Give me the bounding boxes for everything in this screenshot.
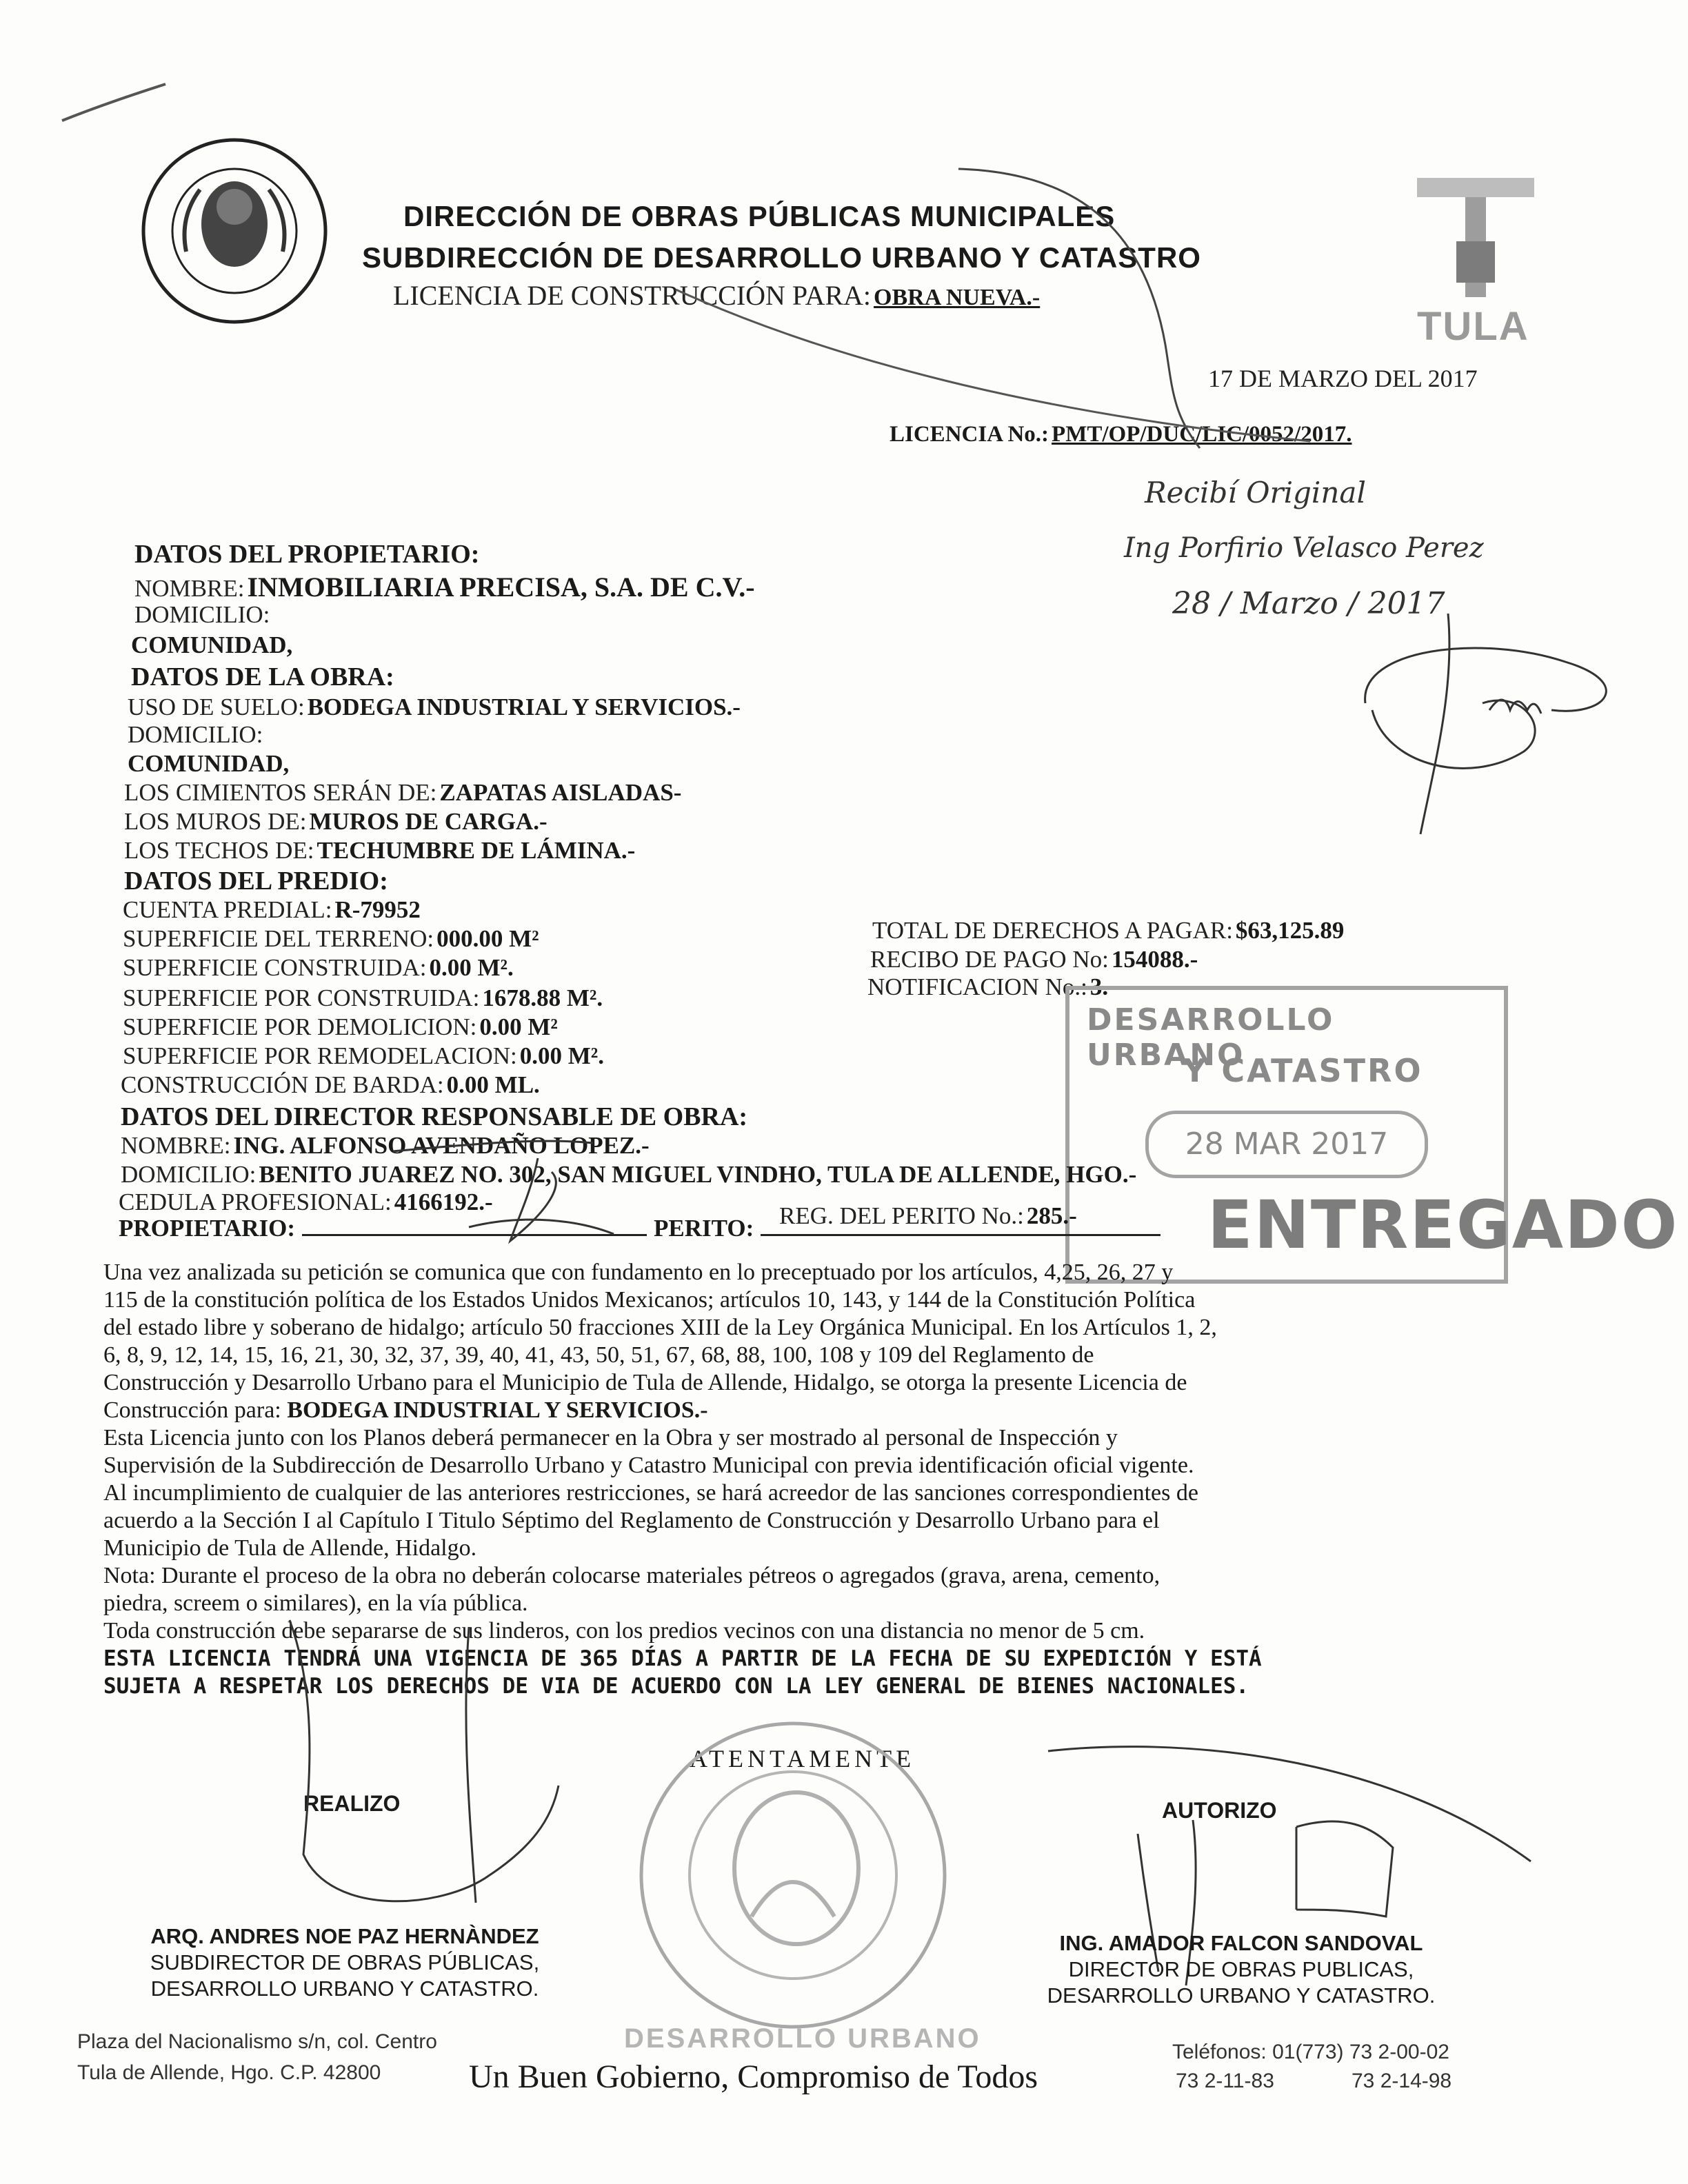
predio-terreno-value: 000.00 M² [436,925,539,952]
director-domicilio-value: BENITO JUAREZ NO. 302, SAN MIGUEL VINDHO, TULA DE ALLENDE, HGO.- [259,1161,1137,1188]
propietario-domicilio-label: DOMICILIO: [134,601,270,628]
footer-stamp-text: DESARROLLO URBANO [624,2023,981,2054]
perito-signature [386,1131,662,1248]
predio-demolicion-value: 0.00 M² [479,1013,558,1040]
predio-cuenta-value: R-79952 [334,896,421,923]
stamp-line-2: Y CATASTRO [1183,1052,1423,1089]
perito-sign-line [761,1234,1160,1236]
obra-uso-value: BODEGA INDUSTRIAL Y SERVICIOS.- [307,694,741,720]
predio-demolicion-row [123,1013,558,1041]
paragraph-2-line: Municipio de Tula de Allende, Hidalgo. [103,1535,477,1561]
tula-logo-text: TULA [1417,304,1529,349]
stamp-status: ENTREGADO [1207,1186,1679,1264]
validity-line-1: ESTA LICENCIA TENDRÁ UNA VIGENCIA DE 365 DÍAS A PARTIR DE LA FECHA DE SU EXPEDICIÓN Y ESTÁ [103,1646,1262,1671]
paragraph-1-line: 6, 8, 9, 12, 14, 15, 16, 21, 30, 32, 37, 39, 40, 41, 43, 50, 51, 67, 68, 88, 100, 108 y 109 del Reglamento de [103,1342,1094,1368]
obra-uso-row [128,694,741,721]
construccion-para-value: BODEGA INDUSTRIAL Y SERVICIOS.- [287,1397,708,1423]
pago-recibo-row [870,946,1198,973]
footer-phones-1: Teléfonos: 01(773) 73 2-00-02 [1172,2041,1449,2063]
paragraph-2-line: Al incumplimiento de cualquier de las anteriores restricciones, se hará acreedor de las sanciones correspondientes de [103,1480,1198,1506]
director-reg-value: 285.- [1026,1202,1077,1229]
predio-remodelacion-row [123,1042,604,1070]
right-signer-title-1: DIRECTOR DE OBRAS PUBLICAS, [1068,1957,1414,1981]
pago-notificacion-value: 3.- [1089,973,1116,1000]
left-signature [262,1613,676,1930]
predio-remodelacion-value: 0.00 M². [519,1042,605,1069]
handwritten-receipt-line-1: Recibí Original [1145,476,1366,509]
receipt-signature [1345,607,1634,841]
right-signer-title-2: DESARROLLO URBANO Y CATASTRO. [1047,1983,1436,2008]
left-signer-title-2: DESARROLLO URBANO Y CATASTRO. [150,1976,539,2001]
pago-total-row [872,917,1344,944]
paragraph-1-line: 115 de la constitución política de los Estados Unidos Mexicanos; artículos 10, 143, y 144 de la Constitución Política [103,1287,1196,1313]
header-line-1: DIRECCIÓN DE OBRAS PÚBLICAS MUNICIPALES [403,200,1116,232]
director-nombre-label: NOMBRE: [121,1132,231,1159]
predio-remodelacion-label: SUPERFICIE POR REMODELACION: [123,1042,517,1069]
propietario-nombre-row [134,571,755,603]
license-number-value: PMT/OP/DUC/LIC/0052/2017. [1052,422,1352,447]
autorizo-label: AUTORIZO [1162,1798,1277,1823]
footer-phones-2b: 73 2-14-98 [1352,2070,1452,2092]
left-signer-title-1: SUBDIRECTOR DE OBRAS PÚBLICAS, [150,1950,540,1974]
obra-techos-row [124,837,635,865]
pago-recibo-label: RECIBO DE PAGO No: [870,946,1109,973]
paragraph-2-line: acuerdo a la Sección I al Capítulo I Titulo Séptimo del Reglamento de Construcción y Desarrollo Urbano para el [103,1508,1160,1533]
director-cedula-value: 4166192.- [394,1189,493,1215]
stamp-line-1: DESARROLLO URBANO [1087,1002,1335,1073]
paragraph-2-line: piedra, screem o similares), en la vía pública. [103,1590,528,1616]
footer-slogan: Un Buen Gobierno, Compromiso de Todos [469,2059,1038,2095]
obra-cimientos-row [124,779,681,807]
paragraph-2-line: Nota: Durante el proceso de la obra no deberán colocarse materiales pétreos o agregados (grava, arena, cemento, [103,1563,1160,1588]
obra-muros-label: LOS MUROS DE: [124,808,307,835]
issue-date: 17 DE MARZO DEL 2017 [1208,365,1478,392]
predio-cuenta-row [123,896,421,924]
license-type-value: OBRA NUEVA.- [874,285,1041,310]
predio-construida-label: SUPERFICIE CONSTRUIDA: [123,954,427,981]
director-nombre-value: ING. ALFONSO AVENDAÑO LOPEZ.- [233,1132,650,1159]
right-signer-name: ING. AMADOR FALCON SANDOVAL [1059,1931,1423,1955]
obra-techos-value: TECHUMBRE DE LÁMINA.- [316,837,636,864]
footer-address-1: Plaza del Nacionalismo s/n, col. Centro [77,2030,437,2053]
predio-barda-row [121,1071,540,1099]
director-reg-label: REG. DEL PERITO No.: [779,1202,1024,1229]
paragraph-1-last-line [103,1397,1517,1424]
predio-terreno-label: SUPERFICIE DEL TERRENO: [123,925,434,952]
section-director: DATOS DEL DIRECTOR RESPONSABLE DE OBRA: [121,1102,748,1131]
predio-barda-label: CONSTRUCCIÓN DE BARDA: [121,1071,444,1098]
section-predio: DATOS DEL PREDIO: [124,867,388,896]
footer-phones-2a: 73 2-11-83 [1176,2070,1274,2092]
predio-construida-value: 0.00 M². [429,954,514,981]
realizo-label: REALIZO [303,1791,401,1816]
validity-line-2: SUJETA A RESPETAR LOS DERECHOS DE VIA DE ACUERDO CON LA LEY GENERAL DE BIENES NACIONALES. [103,1674,1249,1699]
obra-cimientos-label: LOS CIMIENTOS SERÁN DE: [124,779,437,806]
official-seal-icon [634,1710,952,2041]
construccion-para-label: Construcción para: [103,1397,281,1423]
pago-total-value: $63,125.89 [1235,917,1345,944]
predio-por-construida-label: SUPERFICIE POR CONSTRUIDA: [123,984,480,1011]
obra-domicilio-label: DOMICILIO: [128,721,263,748]
predio-terreno-row [123,925,539,953]
obra-muros-value: MUROS DE CARGA.- [309,808,547,835]
header-line-2: SUBDIRECCIÓN DE DESARROLLO URBANO Y CATASTRO [362,241,1201,274]
propietario-nombre-value: INMOBILIARIA PRECISA, S.A. DE C.V.- [247,572,755,603]
pago-recibo-value: 154088.- [1111,946,1198,973]
propietario-comunidad: COMUNIDAD, [131,631,293,658]
handwritten-receipt-line-2: Ing Porfirio Velasco Perez [1124,532,1484,564]
stamp-date: 28 MAR 2017 [1145,1111,1428,1178]
propietario-nombre-label: NOMBRE: [134,575,245,602]
perito-sign-label: PERITO: [654,1215,754,1242]
obra-uso-label: USO DE SUELO: [128,694,305,720]
footer-address-2: Tula de Allende, Hgo. C.P. 42800 [77,2061,381,2084]
predio-por-construida-value: 1678.88 M². [482,984,603,1011]
paragraph-2-line: Toda construcción debe separarse de sus linderos, con los predios vecinos con una distancia no menor de 5 cm. [103,1618,1145,1644]
pago-total-label: TOTAL DE DERECHOS A PAGAR: [872,917,1233,944]
paragraph-1-line: del estado libre y soberano de hidalgo; artículo 50 fracciones XIII de la Ley Orgánica Municipal. En los Artículos 1, 2, [103,1315,1217,1340]
left-signer-name: ARQ. ANDRES NOE PAZ HERNÀNDEZ [150,1924,539,1948]
left-signer-block [83,1923,607,2002]
paragraph-2-line: Supervisión de la Subdirección de Desarrollo Urbano y Catastro Municipal con previa identificación oficial vigente. [103,1453,1194,1478]
predio-por-construida-row [123,984,603,1012]
predio-demolicion-label: SUPERFICIE POR DEMOLICION: [123,1013,477,1040]
handwritten-receipt-line-3: 28 / Marzo / 2017 [1172,586,1445,621]
section-propietario: DATOS DEL PROPIETARIO: [134,540,480,569]
propietario-sign-label: PROPIETARIO: [119,1215,296,1242]
paragraph-1-line: Construcción y Desarrollo Urbano para el Municipio de Tula de Allende, Hidalgo, se otorga la presente Licencia de [103,1370,1187,1395]
director-domicilio-label: DOMICILIO: [121,1161,257,1188]
paragraph-1-line: Una vez analizada su petición se comunica que con fundamento en lo preceptuado por los artículos, 4,25, 26, 27 y [103,1260,1174,1285]
paragraph-2-line: Esta Licencia junto con los Planos deberá permanecer en la Obra y ser mostrado al personal de Inspección y [103,1425,1118,1450]
director-cedula-label: CEDULA PROFESIONAL: [119,1189,392,1215]
license-type-label: LICENCIA DE CONSTRUCCIÓN PARA: [393,280,872,311]
right-signer-block [979,1930,1503,2009]
predio-cuenta-label: CUENTA PREDIAL: [123,896,332,923]
obra-techos-label: LOS TECHOS DE: [124,837,314,864]
pen-curve-header [0,0,1688,552]
predio-construida-row [123,954,514,982]
pago-notificacion-label: NOTIFICACION No.: [867,973,1087,1000]
obra-cimientos-value: ZAPATAS AISLADAS- [439,779,682,806]
obra-comunidad: COMUNIDAD, [128,750,290,777]
obra-muros-row [124,808,547,836]
license-number-label: LICENCIA No.: [890,422,1049,447]
predio-barda-value: 0.00 ML. [446,1071,540,1098]
atentamente: ATENTAMENTE [690,1745,916,1772]
section-obra: DATOS DE LA OBRA: [131,663,394,691]
